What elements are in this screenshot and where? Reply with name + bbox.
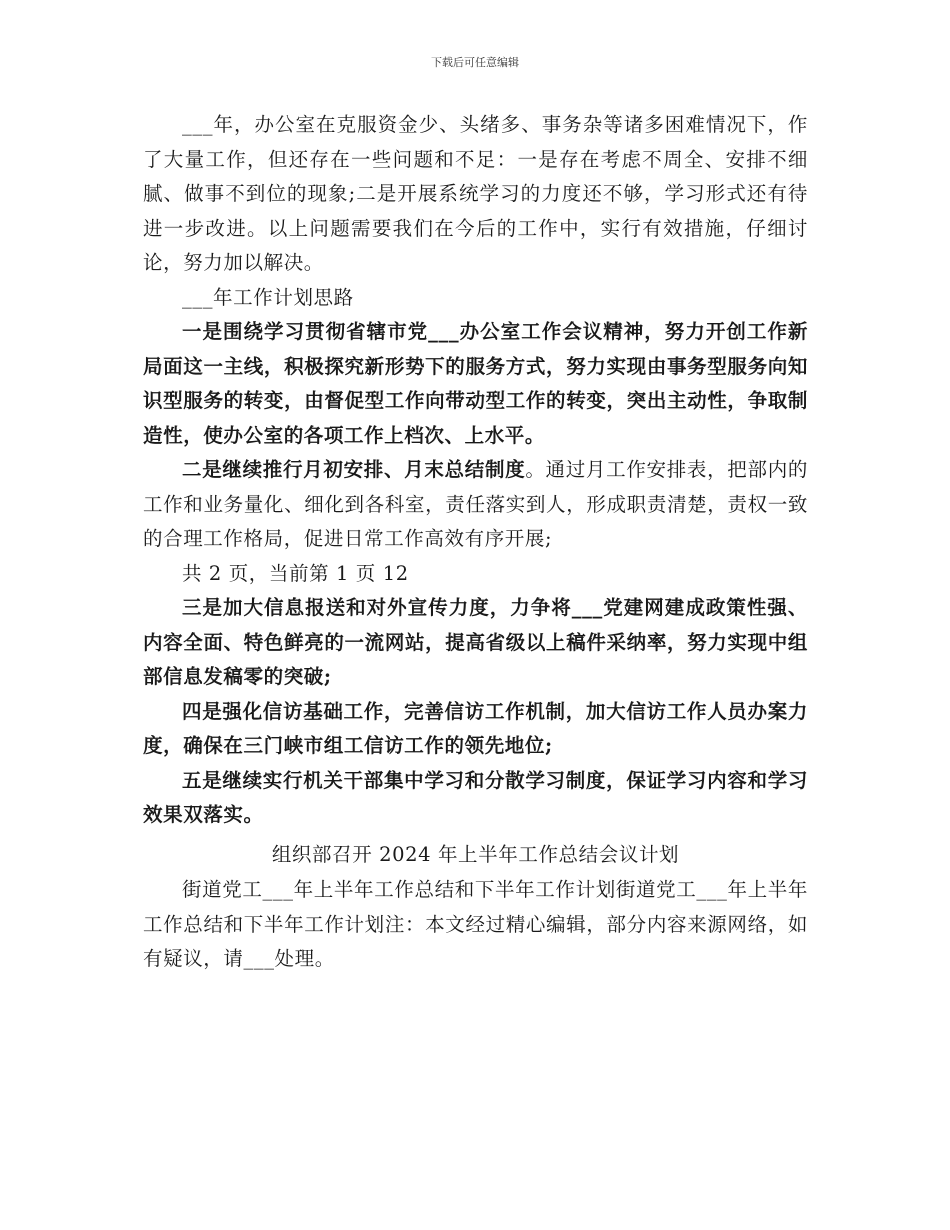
page-counter: 共 2 页，当前第 1 页 12 (182, 561, 409, 585)
document-body (143, 108, 808, 977)
paragraph-footer-note: 街道党工___年上半年工作总结和下半年工作计划街道党工___年上半年工作总结和下半年工作计划注：本文经过精心编辑，部分内容来源网络，如有疑议，请___处理。 (143, 878, 808, 970)
plan-two-lead: 二是继续推行月初安排、月末总结制度 (182, 458, 526, 481)
page-header: 下载后可任意编辑 (431, 56, 519, 69)
paragraph-plan-three: 三是加大信息报送和对外宣传力度，力争将___党建网建成政策性强、内容全面、特色鲜亮的一流网站，提高省级以上稿件采纳率，努力实现中组部信息发稿零的突破; (143, 596, 808, 688)
paragraph-summary: ___年，办公室在克服资金少、头绪多、事务杂等诸多困难情况下，作了大量工作，但还存在一些问题和不足：一是存在考虑不周全、安排不细腻、做事不到位的现象;二是开展系统学习的力度还不够，学习形式还有待进一步改进。以上问题需要我们在今后的工作中，实行有效措施，仔细讨论，努力加以解决。 (143, 113, 808, 274)
document-title: 组织部召开 2024 年上半年工作总结会议计划 (271, 842, 680, 866)
plan-two-rest: 。通过月工作安排表，把部内的工作和业务量化、细化到各科室，责任落实到人，形成职责清楚，责权一致的合理工作格局，促进日常工作高效有序开展; (143, 458, 808, 550)
paragraph-plan-one: 一是围绕学习贯彻省辖市党___办公室工作会议精神，努力开创工作新局面这一主线，积极探究新形势下的服务方式，努力实现由事务型服务向知识型服务的转变，由督促型工作向带动型工作的转变，突出主动性，争取制造性，使办公室的各项工作上档次、上水平。 (143, 320, 808, 447)
section-heading-plan: ___年工作计划思路 (182, 285, 354, 309)
paragraph-plan-two (143, 453, 808, 557)
paragraph-plan-four: 四是强化信访基础工作，完善信访工作机制，加大信访工作人员办案力度，确保在三门峡市组工信访工作的领先地位; (143, 699, 808, 757)
paragraph-plan-five: 五是继续实行机关干部集中学习和分散学习制度，保证学习内容和学习效果双落实。 (143, 768, 808, 826)
